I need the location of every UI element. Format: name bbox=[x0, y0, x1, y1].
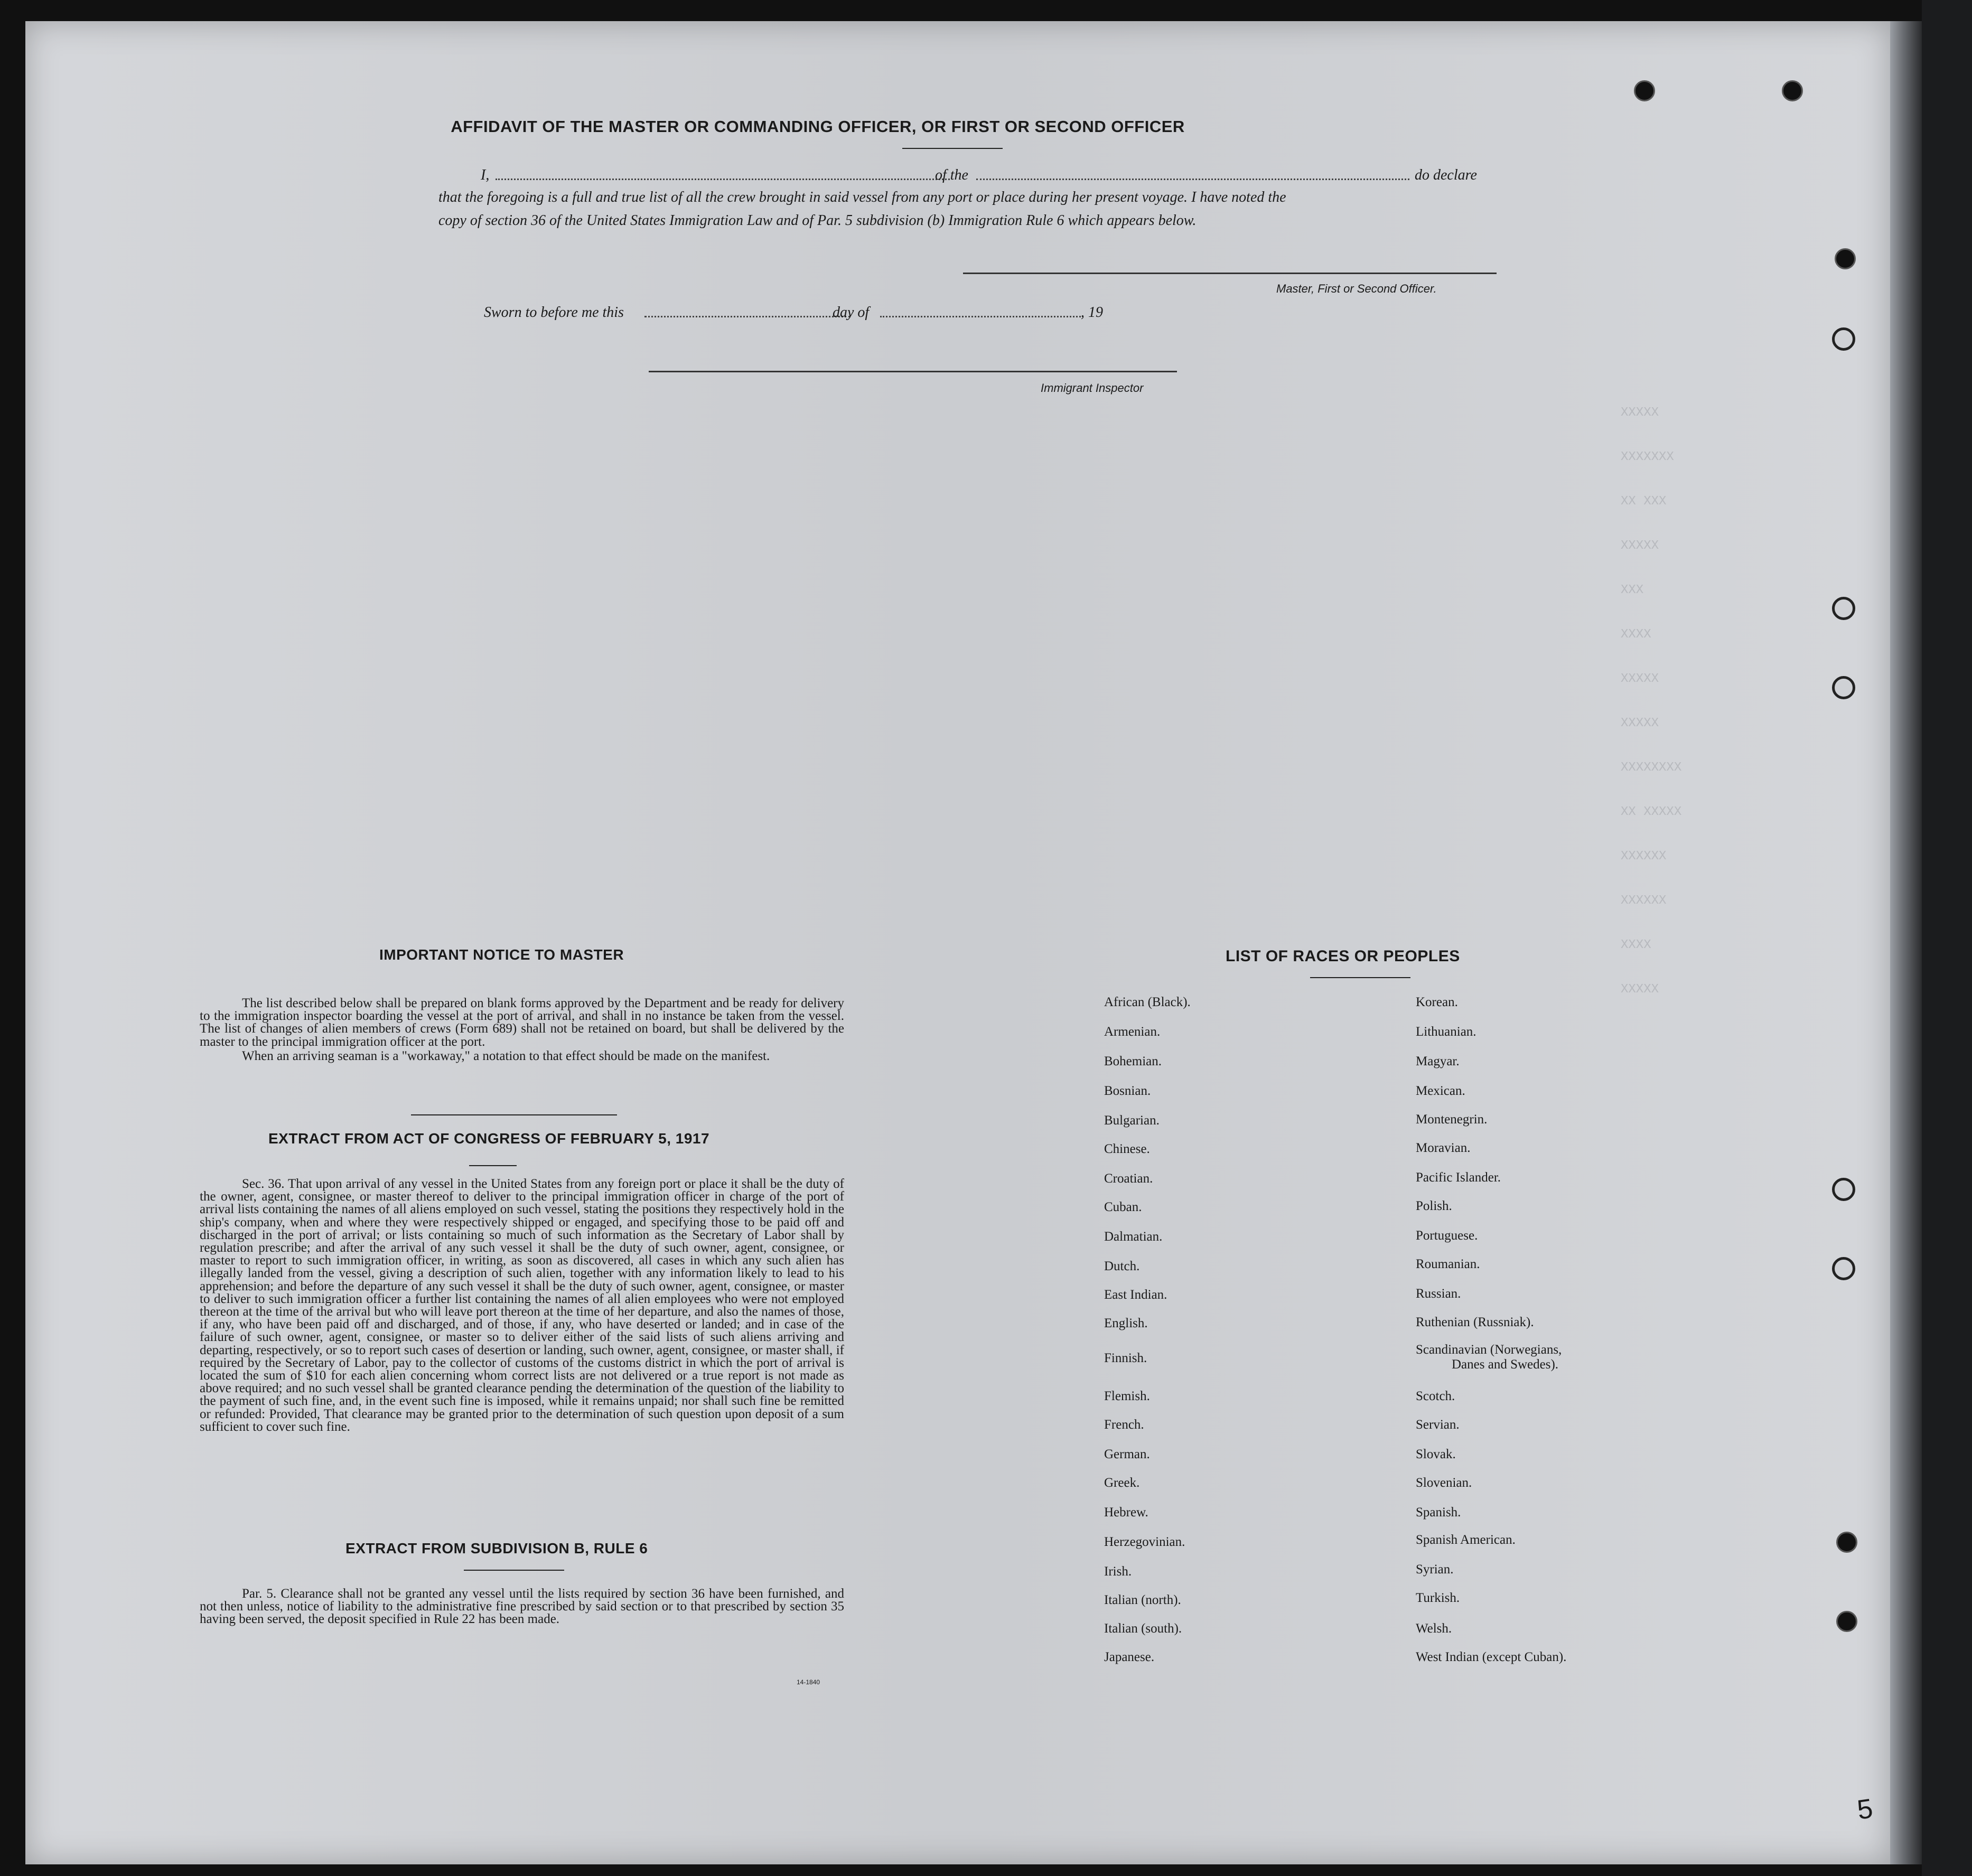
divider-short bbox=[469, 1165, 517, 1166]
declaration-line-2: copy of section 36 of the United States Immigration Law and of Par. 5 subdivision (b) Immigration Rule 6 which appears below. bbox=[438, 212, 1197, 229]
race-item: Korean. bbox=[1416, 995, 1458, 1009]
race-item: French. bbox=[1104, 1418, 1144, 1432]
name-blank[interactable] bbox=[496, 179, 950, 180]
extract-rule-title: EXTRACT FROM SUBDIVISION B, RULE 6 bbox=[345, 1540, 648, 1556]
do-declare-label: do declare bbox=[1415, 167, 1477, 183]
punch-hole-icon bbox=[1634, 80, 1655, 101]
race-item: Italian (north). bbox=[1104, 1593, 1181, 1607]
title-underline bbox=[902, 148, 1003, 149]
race-item: Danes and Swedes). bbox=[1452, 1357, 1559, 1372]
race-item: Russian. bbox=[1416, 1287, 1461, 1301]
race-item: West Indian (except Cuban). bbox=[1416, 1650, 1567, 1664]
punch-hole-icon bbox=[1836, 1611, 1857, 1632]
document-page bbox=[25, 21, 1890, 1864]
inspector-signature-line[interactable] bbox=[649, 371, 1177, 372]
race-item: Irish. bbox=[1104, 1564, 1132, 1579]
race-item: Bulgarian. bbox=[1104, 1113, 1160, 1128]
race-item: Turkish. bbox=[1416, 1591, 1460, 1605]
i-label: I, bbox=[481, 167, 490, 183]
race-item: Dutch. bbox=[1104, 1259, 1140, 1273]
inspector-label: Immigrant Inspector bbox=[1041, 381, 1144, 395]
race-item: Portuguese. bbox=[1416, 1228, 1478, 1243]
divider bbox=[411, 1114, 617, 1115]
vessel-blank[interactable] bbox=[976, 179, 1409, 180]
punch-hole-icon bbox=[1832, 327, 1855, 351]
race-item: German. bbox=[1104, 1447, 1150, 1461]
race-item: Chinese. bbox=[1104, 1142, 1150, 1156]
declaration-line-1: that the foregoing is a full and true list of all the crew brought in said vessel from any port or place during her present voyage. I have noted the bbox=[438, 189, 1286, 205]
race-item: Servian. bbox=[1416, 1418, 1460, 1432]
race-item: Croatian. bbox=[1104, 1171, 1153, 1186]
race-item: Flemish. bbox=[1104, 1389, 1150, 1403]
race-item: Moravian. bbox=[1416, 1141, 1471, 1155]
page-edge-shadow bbox=[1890, 21, 1922, 1864]
notice-paragraph-1: The list described below shall be prepared on blank forms approved by the Department and be ready for delivery to the immigration inspector boarding the vessel at the port of arrival, and shall in no instance be taken from the vessel. The list of changes of alien members of crews (Form 689) shall not be retained on board, but shall be delivered by the master to the principal immigration officer at the port. bbox=[200, 996, 844, 1049]
extract-act-title: EXTRACT FROM ACT OF CONGRESS OF FEBRUARY 5, 1917 bbox=[268, 1130, 710, 1147]
race-item: East Indian. bbox=[1104, 1288, 1167, 1302]
race-item: Lithuanian. bbox=[1416, 1025, 1476, 1039]
bleed-through-text: XXXXX XXXXXXX XX XXX XXXXX XXX XXXX XXXXX XXXXX XXXXXXXX XX XXXXX XXXXXX XXXXXX XXXX XXXXX bbox=[1621, 406, 1682, 997]
race-item: Ruthenian (Russniak). bbox=[1416, 1315, 1534, 1329]
race-item: Italian (south). bbox=[1104, 1621, 1182, 1636]
race-item: Roumanian. bbox=[1416, 1257, 1480, 1271]
race-item: Hebrew. bbox=[1104, 1505, 1148, 1519]
notice-title: IMPORTANT NOTICE TO MASTER bbox=[379, 946, 624, 963]
master-signature-label: Master, First or Second Officer. bbox=[1276, 282, 1437, 295]
margin-handwritten-mark: 5 bbox=[1855, 1793, 1875, 1826]
sworn-day-blank[interactable] bbox=[644, 316, 851, 317]
race-item: Japanese. bbox=[1104, 1650, 1155, 1664]
race-item: Magyar. bbox=[1416, 1054, 1460, 1068]
divider-short bbox=[464, 1570, 564, 1571]
race-item: Slovak. bbox=[1416, 1447, 1456, 1461]
punch-hole-icon bbox=[1836, 1532, 1857, 1553]
punch-hole-icon bbox=[1782, 80, 1803, 101]
sworn-month-blank[interactable] bbox=[880, 316, 1081, 317]
race-item: Pacific Islander. bbox=[1416, 1170, 1501, 1185]
race-item: Greek. bbox=[1104, 1476, 1140, 1490]
race-item: Scotch. bbox=[1416, 1389, 1455, 1403]
scan-background-right bbox=[1922, 0, 1972, 1876]
punch-hole-icon bbox=[1832, 1178, 1855, 1201]
race-item: Spanish. bbox=[1416, 1505, 1461, 1519]
master-signature-line[interactable] bbox=[963, 273, 1497, 274]
race-item: English. bbox=[1104, 1316, 1148, 1330]
race-item: Scandinavian (Norwegians, bbox=[1416, 1343, 1562, 1357]
rule-6-text: Par. 5. Clearance shall not be granted any vessel until the lists required by section 36 have been furnished, and not then unless, notice of liability to the administrative fine prescribed by said section or to that prescribed by section 35 having been served, the deposit specified in Rule 22 has been made. bbox=[200, 1587, 844, 1627]
race-item: Montenegrin. bbox=[1416, 1112, 1488, 1127]
race-item: Bohemian. bbox=[1104, 1054, 1162, 1068]
affidavit-title: AFFIDAVIT OF THE MASTER OR COMMANDING OFFICER, OR FIRST OR SECOND OFFICER bbox=[451, 117, 1185, 136]
punch-hole-icon bbox=[1832, 676, 1855, 699]
day-of-label: day of bbox=[833, 304, 870, 321]
race-item: Cuban. bbox=[1104, 1200, 1142, 1214]
punch-hole-icon bbox=[1832, 597, 1855, 620]
race-item: African (Black). bbox=[1104, 995, 1191, 1009]
race-item: Welsh. bbox=[1416, 1621, 1452, 1636]
race-item: Syrian. bbox=[1416, 1562, 1454, 1577]
form-number: 14-1840 bbox=[797, 1678, 820, 1686]
sworn-label: Sworn to before me this bbox=[484, 304, 624, 321]
race-item: Dalmatian. bbox=[1104, 1230, 1163, 1244]
race-item: Bosnian. bbox=[1104, 1084, 1151, 1098]
race-item: Armenian. bbox=[1104, 1025, 1161, 1039]
race-item: Mexican. bbox=[1416, 1084, 1465, 1098]
section-36-text: Sec. 36. That upon arrival of any vessel in the United States from any foreign port or place it shall be the duty of the owner, agent, consignee, or master thereof to deliver to the principal immigration officer in charge of the port of arrival lists containing the names of all aliens employed on such vessel, stating the positions they respectively hold in the ship's company, when and where they were respectively shipped or engaged, and specifying those to be paid off and discharged in the port of arrival; or lists containing so much of such information as the Secretary of Labor shall by regulation prescribe; and after the arrival of any such vessel it shall be the duty of such owner, agent, consignee, or master to report to such immigration officer, in writing, as soon as discovered, all cases in which any such alien has illegally landed from the vessel, giving a description of such alien, together with any information likely to lead to his apprehension; and before the departure of any such vessel it shall be the duty of such owner, agent, consignee, or master to deliver to such immigration officer a further list containing the names of all alien employees who were not employed thereon at the time of the arrival but who will leave port thereon at the time of her departure, and also the names of those, if any, who have been paid off and discharged, and of those, if any, who have deserted or landed; and in case of the failure of such owner, agent, consignee, or master so to deliver either of the said lists of such aliens arriving and departing, respectively, or so to report such cases of desertion or landing, such owner, agent, consignee, or master shall, if required by the Secretary of Labor, pay to the collector of customs of the customs district in which the port of arrival is located the sum of $10 for each alien concerning whom correct lists are not delivered or a true report is not made as above required; and no such vessel shall be granted clearance pending the determination of the question of the liability to the payment of such fine, and, in the event such fine is imposed, while it remains unpaid; nor shall such fine be remitted or refunded: Provided, That clearance may be granted prior to the determination of such question upon deposit of a sum sufficient to cover such fine. bbox=[200, 1177, 844, 1434]
race-item: Slovenian. bbox=[1416, 1476, 1472, 1490]
punch-hole-icon bbox=[1832, 1257, 1855, 1280]
punch-hole-icon bbox=[1835, 248, 1856, 269]
of-the-label: of the bbox=[935, 167, 968, 183]
race-item: Finnish. bbox=[1104, 1351, 1147, 1365]
year-label: , 19 bbox=[1081, 304, 1103, 321]
races-title: LIST OF RACES OR PEOPLES bbox=[1226, 948, 1460, 965]
notice-paragraph-2: When an arriving seaman is a "workaway," a notation to that effect should be made on the manifest. bbox=[242, 1049, 770, 1063]
race-item: Polish. bbox=[1416, 1199, 1452, 1213]
race-item: Herzegovinian. bbox=[1104, 1535, 1185, 1549]
races-underline bbox=[1310, 977, 1410, 978]
race-item: Spanish American. bbox=[1416, 1533, 1516, 1547]
